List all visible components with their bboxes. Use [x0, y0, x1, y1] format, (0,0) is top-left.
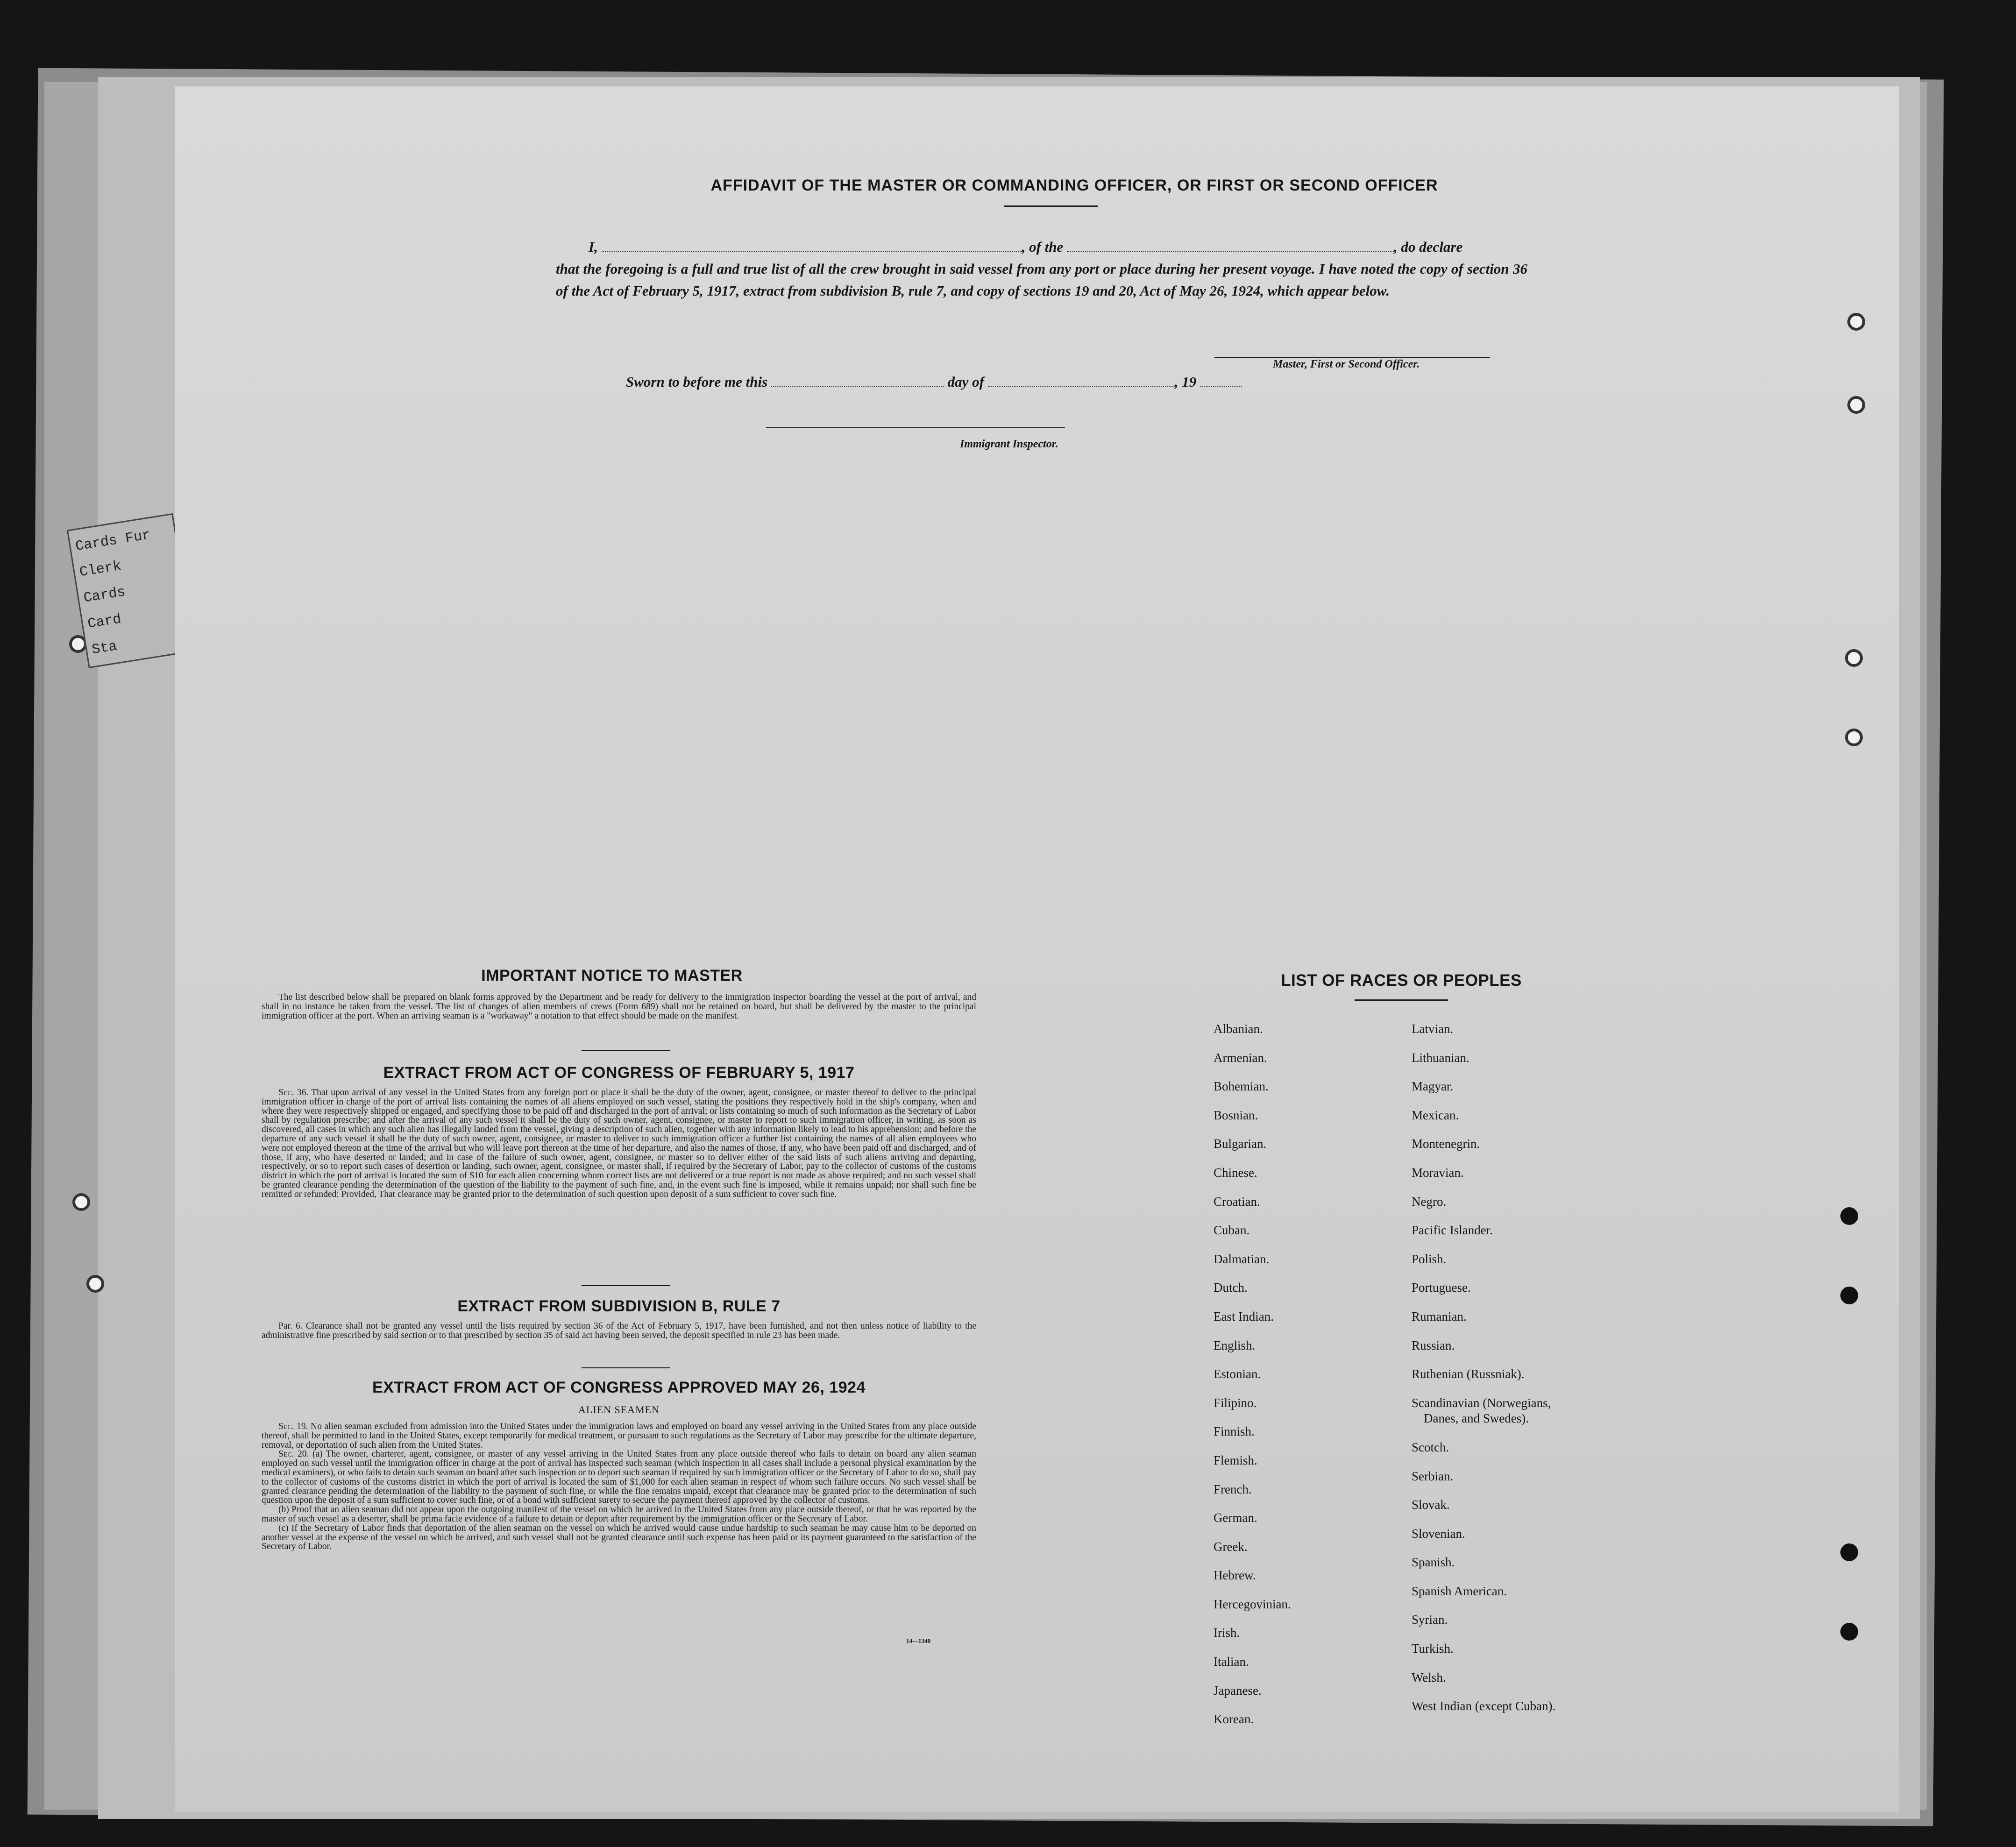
- punch-hole: [1840, 1623, 1858, 1641]
- race-item: Bohemian.: [1214, 1079, 1269, 1094]
- sworn-line: [626, 374, 1242, 390]
- race-item: Spanish American.: [1412, 1584, 1507, 1598]
- race-item: Scotch.: [1412, 1440, 1449, 1454]
- race-item: Syrian.: [1412, 1613, 1448, 1627]
- punch-hole: [1847, 396, 1865, 414]
- day-of-label: day of: [947, 374, 984, 390]
- section-label: Sec. 20.: [278, 1449, 309, 1459]
- section-20a-text: (a) The owner, charterer, agent, consignee, or master of any vessel arriving in the United States from any place outside thereof who fails to detain on board any alien seaman employed on such vessel until the immigration officer in charge at the port of arrival has inspected such seaman (which inspection in all cases shall include a personal physical examination by the medical examiners), or who fails to detain such seaman on board after such inspection or to deport such seaman if required by such immigration officer or the Secretary of Labor to do so, shall pay to the collector of customs of the customs district in which the port of arrival is located the sum of $1,000 for each alien seaman in respect of whom such failure occurs. No such vessel shall be granted clearance pending the determination of the liability to the payment of such fine, or while the fine remains unpaid, except that clearance may be granted prior to the determination of such question upon the deposit of a sum sufficient to cover such fine, or of a bond with sufficient surety to secure the payment thereof approved by the collector of customs.: [262, 1449, 976, 1506]
- race-item: Hebrew.: [1214, 1568, 1256, 1583]
- punch-hole: [1840, 1287, 1858, 1304]
- race-item: Bosnian.: [1214, 1108, 1258, 1122]
- section-36-text: That upon arrival of any vessel in the United States from any foreign port or place it shall be the duty of the owner, agent, consignee, or master thereof to deliver to the principal immigration officer in charge of the port of arrival lists containing the names of all aliens employed on such vessel, stating the positions they respectively hold in the ship's company, when and where they were respectively shipped or engaged, and specifying those to be paid off and discharged in the port of arrival; or lists containing so much of such information as the Secretary of Labor shall by regulation prescribe; and after the arrival of any such vessel it shall be the duty of such owner, agent, consignee, or master to report to such immigration officer, in writing, as soon as discovered, all cases in which any such alien has illegally landed from the vessel, giving a description of such alien, together with any information likely to lead to his apprehension; and before the departure of any such vessel it shall be the duty of such owner, agent, consignee, or master to deliver to such immigration officer a further list containing the names of all alien employees who were not employed thereon at the time of the arrival but who will leave port thereon at the time of her departure, and also the names of those, if any, who have been paid off and discharged, and of those, if any, who have deserted or landed; and in case of the failure of such owner, agent, consignee, or master so to deliver either of the said lists of such aliens arriving and departing, respectively, or so to report such cases of desertion or landing, such owner, agent, consignee, or master shall, if required by the Secretary of Labor, pay to the collector of customs of the customs district in which the port of arrival is located the sum of $10 for each alien concerning whom correct lists are not delivered or a true report is not made as above required; and no such vessel shall be granted clearance pending the determination of the question of the liability to the payment of such fine, and, in the event such fine is imposed, while it remains unpaid; nor shall such fine be remitted or refunded: Provided, That clearance may be granted prior to the determination of such question upon deposit of a sum sufficient to cover such fine.: [262, 1088, 976, 1199]
- race-item: Negro.: [1412, 1194, 1447, 1209]
- vessel-position-field[interactable]: [1067, 251, 1394, 252]
- race-item: Rumanian.: [1412, 1309, 1467, 1323]
- sworn-prefix: Sworn to before me this: [626, 374, 768, 390]
- race-item: Slovak.: [1412, 1498, 1450, 1512]
- section-rule: [582, 1367, 670, 1368]
- race-item: Lithuanian.: [1412, 1050, 1469, 1065]
- race-item: Albanian.: [1214, 1022, 1263, 1036]
- section-rule: [582, 1050, 670, 1051]
- race-item: Slovenian.: [1412, 1526, 1465, 1541]
- inspector-signature-line[interactable]: [766, 427, 1065, 428]
- sworn-year-field[interactable]: [1200, 386, 1242, 387]
- race-item: East Indian.: [1214, 1309, 1274, 1323]
- clerk-stamp: Cards Fur Clerk Cards Card Sta: [67, 513, 195, 668]
- race-item: Montenegrin.: [1412, 1137, 1480, 1151]
- i-label: I,: [589, 239, 598, 255]
- extract-1917-text: [262, 1088, 976, 1199]
- master-signature-label: Master, First or Second Officer.: [1273, 358, 1420, 370]
- extract-1924-text: [262, 1422, 976, 1551]
- races-column-1: [1214, 1015, 1291, 1734]
- race-item: French.: [1214, 1482, 1252, 1496]
- race-item: West Indian (except Cuban).: [1412, 1699, 1556, 1713]
- race-item: Greek.: [1214, 1539, 1248, 1554]
- race-item: Serbian.: [1412, 1469, 1454, 1483]
- race-item: Ruthenian (Russniak).: [1412, 1367, 1525, 1381]
- race-item: Italian.: [1214, 1655, 1249, 1669]
- race-item: Korean.: [1214, 1712, 1254, 1727]
- race-item: Mexican.: [1412, 1108, 1459, 1122]
- section-rule: [582, 1285, 670, 1286]
- notice-title: IMPORTANT NOTICE TO MASTER: [481, 967, 743, 984]
- of-the-label: , of the: [1022, 239, 1064, 255]
- race-item: Welsh.: [1412, 1670, 1446, 1684]
- races-title: LIST OF RACES OR PEOPLES: [1281, 971, 1522, 990]
- punch-hole: [72, 1193, 90, 1211]
- race-item: Dalmatian.: [1214, 1252, 1270, 1266]
- race-item: German.: [1214, 1511, 1257, 1525]
- notice-text: The list described below shall be prepared on blank forms approved by the Department and be ready for delivery to the immigration inspector boarding the vessel at the port of arrival, and shall in no instance be taken from the vessel. The list of changes of alien members of crews (Form 689) shall not be retained on board, but shall be delivered by the master to the principal immigration officer at the port. When an arriving seaman is a "workaway" a notation to that effect should be made on the manifest.: [262, 992, 976, 1021]
- sworn-day-field[interactable]: [771, 386, 944, 387]
- extract-1917-title: EXTRACT FROM ACT OF CONGRESS OF FEBRUARY 5, 1917: [383, 1064, 855, 1082]
- master-name-field[interactable]: [602, 251, 1022, 252]
- alien-seamen-subtitle: ALIEN SEAMEN: [578, 1404, 660, 1415]
- punch-hole: [1845, 729, 1863, 746]
- race-item: Finnish.: [1214, 1424, 1255, 1439]
- affidavit-title: AFFIDAVIT OF THE MASTER OR COMMANDING OFFICER, OR FIRST OR SECOND OFFICER: [710, 177, 1438, 194]
- section-label: Sec. 19.: [278, 1422, 308, 1431]
- race-item: Magyar.: [1412, 1079, 1454, 1094]
- declaration-text: that the foregoing is a full and true list of all the crew brought in said vessel from any port or place during her present voyage. I have noted the copy of section 36 of the Act of February 5, 1917, extract from subdivision B, rule 7, and copy of sections 19 and 20, Act of May 26, 1924, which appear below.: [556, 261, 1527, 299]
- races-column-2: [1412, 1015, 1555, 1721]
- punch-hole: [1840, 1207, 1858, 1225]
- race-item: Latvian.: [1412, 1022, 1454, 1036]
- race-item: Hercegovinian.: [1214, 1597, 1291, 1611]
- races-rule: [1355, 999, 1448, 1001]
- declaration: [556, 236, 1527, 302]
- section-label: Sec. 36.: [278, 1088, 309, 1097]
- race-item: Scandinavian (Norwegians,: [1412, 1395, 1551, 1410]
- inspector-label: Immigrant Inspector.: [960, 438, 1058, 450]
- extract-rule7-text: Par. 6. Clearance shall not be granted any vessel until the lists required by section 36 of the Act of February 5, 1917, have been furnished, and not then unless notice of liability to the administrative fine prescribed by said section or to that prescribed by section 35 of said act having been served, the deposit specified in rule 23 has been made.: [262, 1321, 976, 1340]
- punch-hole: [1847, 313, 1865, 331]
- race-item: Portuguese.: [1412, 1281, 1471, 1295]
- manifest-page: [175, 86, 1899, 1812]
- do-declare-label: , do declare: [1394, 239, 1463, 255]
- title-rule: [1004, 205, 1098, 207]
- race-item: Filipino.: [1214, 1395, 1257, 1410]
- race-item: Armenian.: [1214, 1050, 1267, 1065]
- race-item: Irish.: [1214, 1626, 1240, 1640]
- section-19-text: No alien seaman excluded from admission into the United States under the immigration laws and employed on board any vessel arriving in the United States from any place outside thereof, shall be permitted to land in the United States, except temporarily for medical treatment, or pursuant to such regulations as the Secretary of Labor may prescribe for the ultimate departure, removal, or deportation of such alien from the United States.: [262, 1422, 977, 1450]
- form-code: 14—1340: [906, 1637, 930, 1644]
- race-item: English.: [1214, 1338, 1256, 1352]
- race-item: Chinese.: [1214, 1165, 1257, 1180]
- punch-hole: [1845, 649, 1863, 667]
- race-item: Flemish.: [1214, 1453, 1257, 1467]
- section-20b-text: (b) Proof that an alien seaman did not appear upon the outgoing manifest of the vessel on which he arrived in the United States from any place outside thereof, or that he was reported by the master of such vessel as a deserter, shall be prima facie evidence of a failure to detain or deport after requirement by the immigration officer or the Secretary of Labor.: [262, 1505, 976, 1524]
- punch-hole: [86, 1275, 104, 1293]
- punch-hole: [1840, 1543, 1858, 1561]
- race-item: Spanish.: [1412, 1555, 1455, 1570]
- race-item: Moravian.: [1412, 1165, 1464, 1180]
- race-item: Danes, and Swedes).: [1424, 1411, 1529, 1426]
- race-item: Dutch.: [1214, 1281, 1248, 1295]
- race-item: Japanese.: [1214, 1683, 1262, 1698]
- race-item: Pacific Islander.: [1412, 1223, 1493, 1238]
- race-item: Bulgarian.: [1214, 1137, 1267, 1151]
- race-item: Estonian.: [1214, 1367, 1261, 1381]
- section-20c-text: (c) If the Secretary of Labor finds that deportation of the alien seaman on the vessel on which he arrived would cause undue hardship to such seaman he may cause him to be deported on another vessel at the expense of the vessel on which he arrived, and such vessel shall not be granted clearance until such expense has been paid or its payment guaranteed to the satisfaction of the Secretary of Labor.: [262, 1523, 976, 1552]
- extract-1924-title: EXTRACT FROM ACT OF CONGRESS APPROVED MAY 26, 1924: [372, 1379, 866, 1396]
- race-item: Turkish.: [1412, 1642, 1454, 1656]
- race-item: Cuban.: [1214, 1223, 1250, 1238]
- race-item: Polish.: [1412, 1252, 1447, 1266]
- extract-rule7-title: EXTRACT FROM SUBDIVISION B, RULE 7: [457, 1297, 781, 1315]
- sworn-month-field[interactable]: [988, 386, 1175, 387]
- race-item: Russian.: [1412, 1338, 1455, 1352]
- year-label: , 19: [1174, 374, 1197, 390]
- race-item: Croatian.: [1214, 1194, 1260, 1209]
